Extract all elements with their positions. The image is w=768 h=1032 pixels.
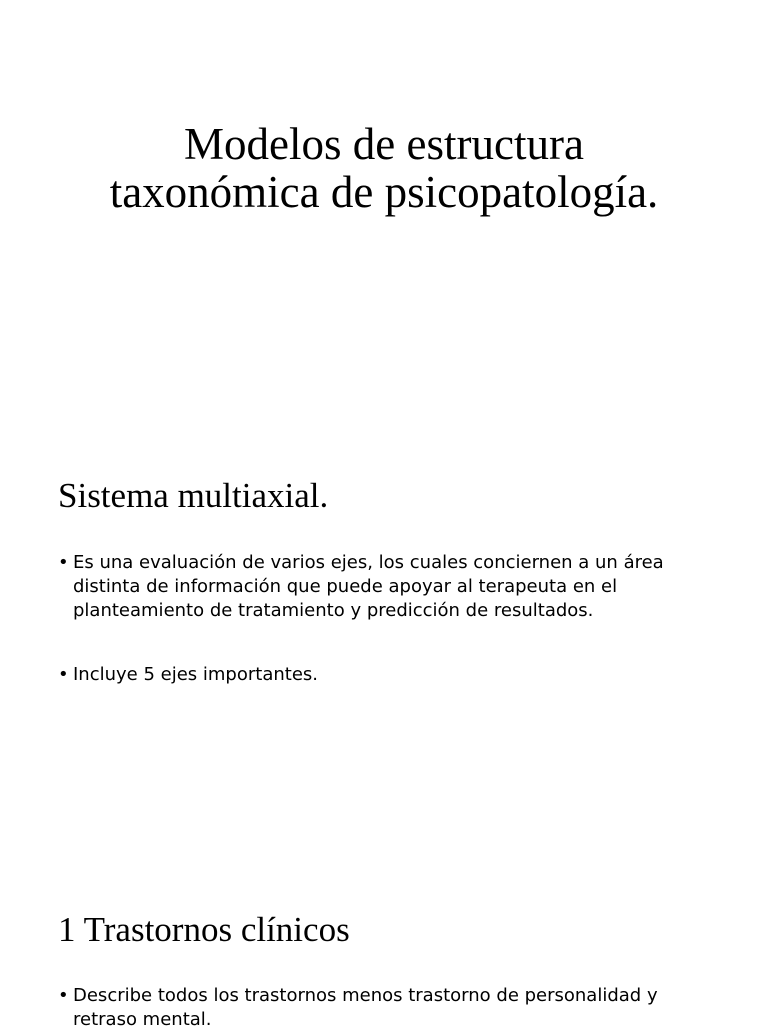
bullet-text: Es una evaluación de varios ejes, los cuales conciernen a un área distinta de información que puede apoyar al terapeuta en el planteamiento de tratamiento y predicción de resultados. xyxy=(73,552,664,621)
slide-heading: Sistema multiaxial. xyxy=(58,476,329,515)
bullet-list xyxy=(58,551,698,687)
slide-sistema-multiaxial xyxy=(0,440,768,880)
presentation-title xyxy=(0,120,768,216)
bullet-list xyxy=(58,984,698,1032)
slide-heading: 1 Trastornos clínicos xyxy=(58,910,350,949)
bullet-icon: • xyxy=(58,552,69,573)
bullet-text: Incluye 5 ejes importantes. xyxy=(73,664,318,685)
bullet-item xyxy=(58,984,698,1032)
bullet-icon: • xyxy=(58,985,69,1006)
title-line-1: Modelos de estructura xyxy=(184,119,584,169)
bullet-text: Describe todos los trastornos menos trastorno de personalidad y retraso mental. xyxy=(73,985,658,1030)
slide-title xyxy=(0,0,768,440)
slide-trastornos-clinicos xyxy=(0,880,768,1030)
bullet-item xyxy=(58,663,698,687)
bullet-icon: • xyxy=(58,664,69,685)
bullet-item xyxy=(58,551,698,623)
title-line-2: taxonómica de psicopatología. xyxy=(109,167,659,217)
